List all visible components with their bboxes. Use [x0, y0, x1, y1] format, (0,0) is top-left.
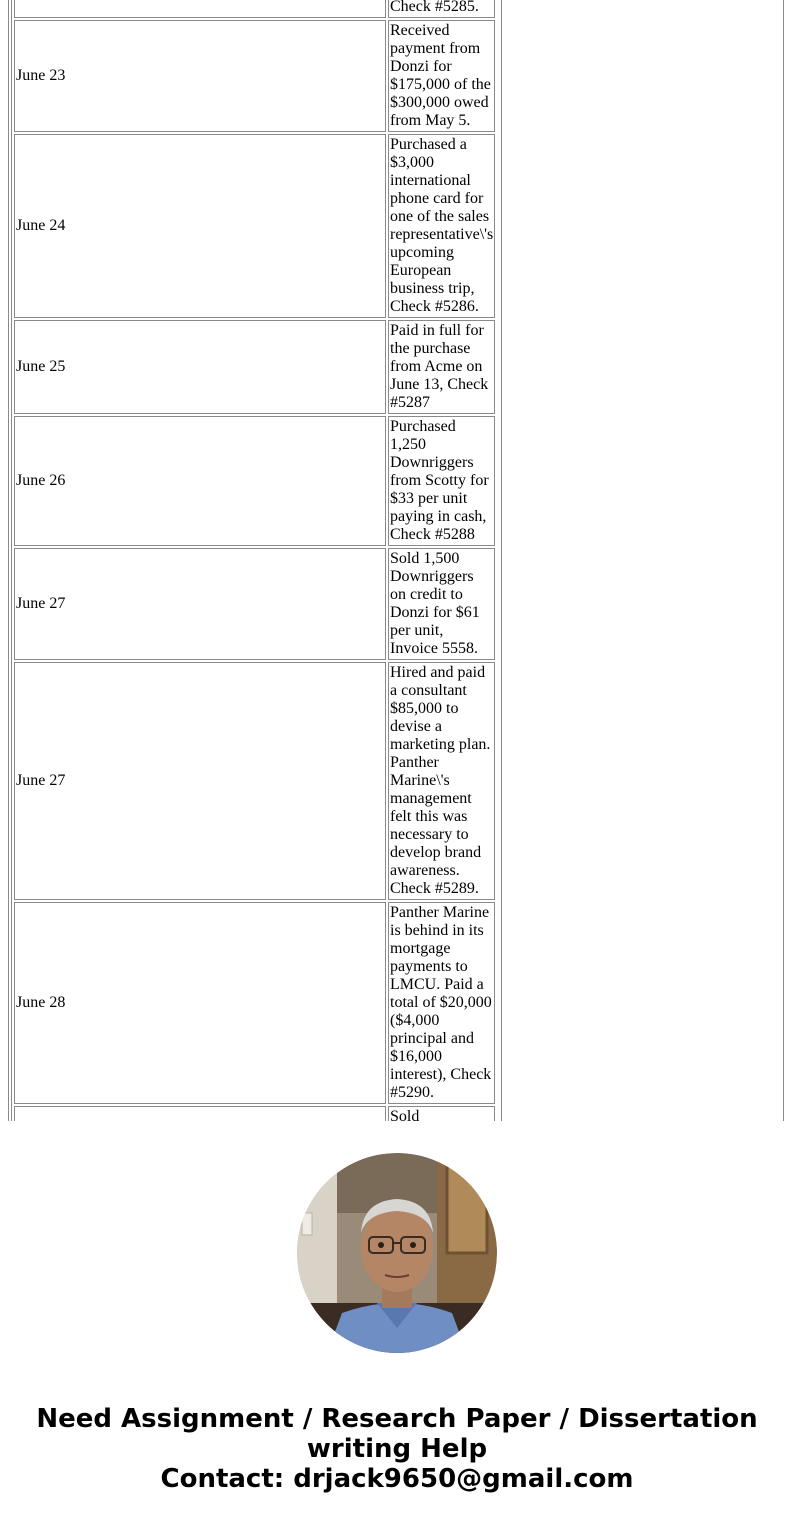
- table-row: [14, 0, 495, 18]
- table-row: [14, 20, 495, 132]
- table-row: [14, 134, 495, 318]
- description-text: Hired and paid a consultant $85,000 to devise a marketing plan. Panther Marine\'s management felt this was necessary to develop brand awareness. Check #5289.: [390, 664, 491, 897]
- description-cell: [388, 662, 495, 900]
- table-row: [14, 548, 495, 660]
- description-text: Sold 1,500 Downriggers on credit to Donzi for $61 per unit, Invoice 5558.: [390, 550, 480, 657]
- date-cell: June 24: [14, 134, 386, 318]
- table-row: [14, 416, 495, 546]
- description-cell: [388, 902, 495, 1104]
- author-avatar: [297, 1153, 497, 1353]
- description-cell: [388, 320, 495, 414]
- contact-email[interactable]: Contact: drjack9650@gmail.com: [160, 1464, 634, 1494]
- description-text: Received payment from Donzi for $175,000 of the $300,000 owed from May 5.: [390, 22, 491, 129]
- description-text: Sold: [390, 1108, 420, 1121]
- description-text: Check #5285.: [390, 0, 479, 15]
- description-cell: [388, 416, 495, 546]
- date-cell: June 27: [14, 548, 386, 660]
- description-text: Panther Marine is behind in its mortgage payments to LMCU. Paid a total of $20,000 ($4,000 principal and $16,000 interest), Check #5290.: [390, 904, 492, 1101]
- ledger-table-container: [11, 0, 502, 1121]
- description-cell: [388, 20, 495, 132]
- table-row: [14, 320, 495, 414]
- promo-footer: [0, 1121, 794, 1523]
- cta-line-2: writing Help: [306, 1434, 488, 1464]
- description-text: Paid in full for the purchase from Acme on June 13, Check #5287: [390, 322, 489, 411]
- date-cell: June 25: [14, 320, 386, 414]
- cta-line-1: Need Assignment / Research Paper / Dissertation: [36, 1404, 758, 1434]
- date-cell: June 26: [14, 416, 386, 546]
- date-cell: June 27: [14, 662, 386, 900]
- table-row: [14, 1106, 495, 1121]
- description-cell: [388, 1106, 495, 1121]
- description-text: Purchased 1,250 Downriggers from Scotty for $33 per unit paying in cash, Check #5288: [390, 418, 489, 543]
- transaction-table: [12, 0, 497, 1121]
- table-row: [14, 662, 495, 900]
- person-portrait-icon: [297, 1153, 497, 1353]
- table-row: [14, 902, 495, 1104]
- description-cell: [388, 134, 495, 318]
- date-cell: [14, 0, 386, 18]
- description-cell: [388, 548, 495, 660]
- date-cell: June 28: [14, 902, 386, 1104]
- date-cell: [14, 1106, 386, 1121]
- contact-banner: [0, 1404, 794, 1494]
- description-text: Purchased a $3,000 international phone card for one of the sales representative\'s upcoming European business trip, Check #5286.: [390, 136, 494, 315]
- date-cell: June 23: [14, 20, 386, 132]
- description-cell: [388, 0, 495, 18]
